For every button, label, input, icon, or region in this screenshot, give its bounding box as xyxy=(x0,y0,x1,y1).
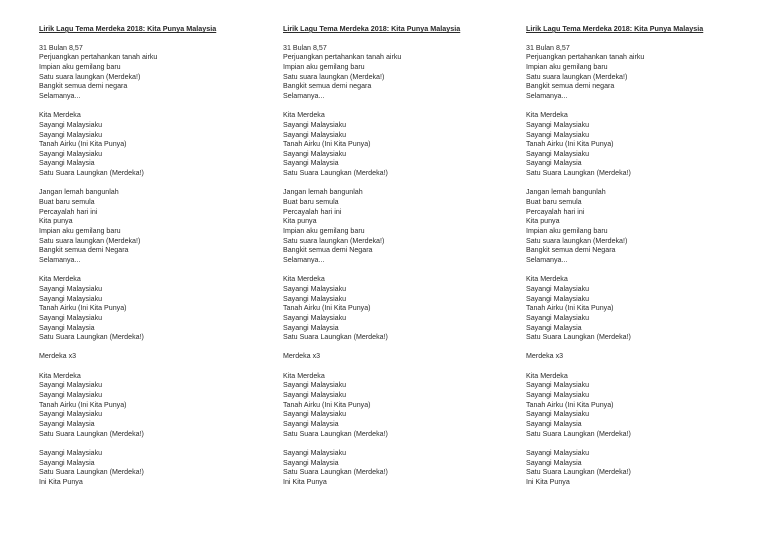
lyric-line: Selamanya... xyxy=(526,91,568,100)
lyric-line: Sayangi Malaysiaku xyxy=(283,381,347,390)
lyric-line: Satu Suara Laungkan (Merdeka!) xyxy=(39,468,144,477)
lyric-line: Selamanya... xyxy=(283,255,325,264)
lyric-line: Ini Kita Punya xyxy=(39,477,83,486)
stanza xyxy=(39,111,264,179)
lyric-line: Sayangi Malaysiaku xyxy=(39,130,103,139)
lyric-line: Sayangi Malaysia xyxy=(526,458,582,467)
lyric-line: Tanah Airku (Ini Kita Punya) xyxy=(526,400,614,409)
lyric-line: Sayangi Malaysiaku xyxy=(283,130,347,139)
lyric-line: Perjuangkan pertahankan tanah airku xyxy=(526,53,645,62)
lyric-line: Percayalah hari ini xyxy=(283,207,342,216)
lyric-line: Sayangi Malaysia xyxy=(283,159,339,168)
lyric-line: Kita Merdeka xyxy=(39,275,81,284)
lyrics-title: Lirik Lagu Tema Merdeka 2018: Kita Punya Malaysia xyxy=(39,24,217,33)
lyric-line: Kita punya xyxy=(39,217,73,226)
lyric-line: Sayangi Malaysiaku xyxy=(39,149,103,158)
lyric-line: Kita Merdeka xyxy=(39,111,81,120)
stanza xyxy=(526,352,751,362)
lyric-line: Perjuangkan pertahankan tanah airku xyxy=(39,53,158,62)
lyric-line: Sayangi Malaysiaku xyxy=(283,390,347,399)
lyric-line: Perjuangkan pertahankan tanah airku xyxy=(283,53,402,62)
lyric-line: Sayangi Malaysiaku xyxy=(39,448,103,457)
lyric-line: Sayangi Malaysia xyxy=(39,419,95,428)
stanza xyxy=(283,111,508,179)
lyric-line: Kita punya xyxy=(526,217,560,226)
stanza xyxy=(39,372,264,440)
lyric-line: Tanah Airku (Ini Kita Punya) xyxy=(39,400,127,409)
lyric-line: Bangkit semua demi Negara xyxy=(283,246,373,255)
lyric-line: Percayalah hari ini xyxy=(39,207,98,216)
lyric-line: Selamanya... xyxy=(283,91,325,100)
lyric-line: Kita Merdeka xyxy=(283,371,325,380)
lyric-line: Satu suara laungkan (Merdeka!) xyxy=(526,72,628,81)
lyric-line: Kita Merdeka xyxy=(283,275,325,284)
stanza xyxy=(283,352,508,362)
lyric-line: Tanah Airku (Ini Kita Punya) xyxy=(283,140,371,149)
lyric-line: Buat baru semula xyxy=(283,198,339,207)
lyric-line: Sayangi Malaysiaku xyxy=(283,313,347,322)
lyrics-column-3 xyxy=(526,24,751,497)
stanza-list xyxy=(39,44,264,488)
lyric-line: Satu Suara Laungkan (Merdeka!) xyxy=(283,169,388,178)
lyric-line: Sayangi Malaysiaku xyxy=(39,313,103,322)
lyric-line: Kita punya xyxy=(283,217,317,226)
lyric-line: Satu Suara Laungkan (Merdeka!) xyxy=(526,429,631,438)
stanza xyxy=(39,44,264,102)
lyric-line: Sayangi Malaysiaku xyxy=(526,294,590,303)
lyric-line: Sayangi Malaysiaku xyxy=(526,390,590,399)
lyric-line: Ini Kita Punya xyxy=(526,477,570,486)
lyric-line: Sayangi Malaysiaku xyxy=(39,381,103,390)
lyric-line: Kita Merdeka xyxy=(283,111,325,120)
lyric-line: Sayangi Malaysiaku xyxy=(526,149,590,158)
lyric-line: Sayangi Malaysia xyxy=(526,323,582,332)
lyric-line: Impian aku gemilang baru xyxy=(39,62,121,71)
lyric-line: Kita Merdeka xyxy=(526,111,568,120)
lyric-line: Tanah Airku (Ini Kita Punya) xyxy=(39,304,127,313)
lyric-line: Sayangi Malaysiaku xyxy=(526,130,590,139)
lyric-line: 31 Bulan 8,57 xyxy=(526,43,570,52)
lyric-line: Tanah Airku (Ini Kita Punya) xyxy=(283,400,371,409)
lyric-line: Impian aku gemilang baru xyxy=(39,227,121,235)
lyric-line: Bangkit semua demi Negara xyxy=(526,246,616,255)
stanza xyxy=(526,449,751,488)
lyric-line: Kita Merdeka xyxy=(526,275,568,284)
lyric-line: Selamanya... xyxy=(39,255,81,264)
lyric-line: Sayangi Malaysiaku xyxy=(283,149,347,158)
lyric-line: Satu Suara Laungkan (Merdeka!) xyxy=(526,468,631,477)
lyric-line: Satu suara laungkan (Merdeka!) xyxy=(283,236,385,245)
lyric-line: 31 Bulan 8,57 xyxy=(39,43,83,52)
lyric-line: Ini Kita Punya xyxy=(283,477,327,486)
lyric-line: Satu Suara Laungkan (Merdeka!) xyxy=(39,429,144,438)
lyric-line: Bangkit semua demi negara xyxy=(526,82,615,91)
lyric-line: Impian aku gemilang baru xyxy=(283,227,365,235)
lyrics-column-1 xyxy=(39,24,264,497)
lyrics-column-2 xyxy=(283,24,508,497)
lyric-line: Buat baru semula xyxy=(526,198,582,207)
lyric-line: Satu Suara Laungkan (Merdeka!) xyxy=(283,468,388,477)
lyrics-title: Lirik Lagu Tema Merdeka 2018: Kita Punya Malaysia xyxy=(526,24,704,33)
lyric-line: Satu Suara Laungkan (Merdeka!) xyxy=(526,333,631,342)
lyric-line: Sayangi Malaysiaku xyxy=(526,410,590,419)
lyric-line: Kita Merdeka xyxy=(39,371,81,380)
lyric-line: Sayangi Malaysia xyxy=(526,419,582,428)
stanza xyxy=(526,275,751,343)
lyric-line: Percayalah hari ini xyxy=(526,207,585,216)
stanza xyxy=(526,372,751,440)
lyric-line: Sayangi Malaysiaku xyxy=(283,410,347,419)
lyric-line: Satu Suara Laungkan (Merdeka!) xyxy=(283,333,388,342)
lyric-line: Satu Suara Laungkan (Merdeka!) xyxy=(39,333,144,342)
lyric-line: Satu suara laungkan (Merdeka!) xyxy=(283,72,385,81)
lyric-line: Sayangi Malaysiaku xyxy=(526,120,590,129)
lyric-line: Tanah Airku (Ini Kita Punya) xyxy=(526,304,614,313)
lyric-line: Satu suara laungkan (Merdeka!) xyxy=(39,236,141,245)
lyric-line: Sayangi Malaysia xyxy=(39,458,95,467)
lyric-line: Sayangi Malaysiaku xyxy=(283,294,347,303)
lyric-line: Sayangi Malaysiaku xyxy=(39,390,103,399)
lyric-line: Satu suara laungkan (Merdeka!) xyxy=(526,236,628,245)
lyric-line: Kita Merdeka xyxy=(526,371,568,380)
lyric-line: Satu Suara Laungkan (Merdeka!) xyxy=(39,169,144,178)
lyric-line: Merdeka x3 xyxy=(283,352,321,361)
lyric-line: Impian aku gemilang baru xyxy=(526,227,608,235)
stanza xyxy=(283,275,508,343)
lyric-line: Sayangi Malaysia xyxy=(39,323,95,332)
lyric-line: Sayangi Malaysiaku xyxy=(526,381,590,390)
stanza xyxy=(283,188,508,265)
lyric-line: Sayangi Malaysiaku xyxy=(526,284,590,293)
lyric-line: Buat baru semula xyxy=(39,198,95,207)
lyric-line: Jangan lemah bangunlah xyxy=(39,188,119,197)
lyric-line: Satu Suara Laungkan (Merdeka!) xyxy=(283,429,388,438)
stanza xyxy=(526,111,751,179)
lyric-line: Tanah Airku (Ini Kita Punya) xyxy=(283,304,371,313)
lyric-line: Selamanya... xyxy=(39,91,81,100)
lyric-line: Sayangi Malaysia xyxy=(283,323,339,332)
stanza xyxy=(39,275,264,343)
lyric-line: Jangan lemah bangunlah xyxy=(526,188,606,197)
stanza xyxy=(526,188,751,265)
lyric-line: Selamanya... xyxy=(526,255,568,264)
lyric-line: Sayangi Malaysia xyxy=(39,159,95,168)
lyric-line: Merdeka x3 xyxy=(526,352,564,361)
lyric-line: Bangkit semua demi Negara xyxy=(39,246,129,255)
stanza-list xyxy=(283,44,508,488)
lyric-line: Sayangi Malaysia xyxy=(526,159,582,168)
lyric-line: Sayangi Malaysiaku xyxy=(39,410,103,419)
lyrics-title: Lirik Lagu Tema Merdeka 2018: Kita Punya Malaysia xyxy=(283,24,461,33)
lyric-line: Impian aku gemilang baru xyxy=(526,62,608,71)
lyric-line: Merdeka x3 xyxy=(39,352,77,361)
stanza xyxy=(526,44,751,102)
lyric-line: Sayangi Malaysiaku xyxy=(39,284,103,293)
stanza xyxy=(283,372,508,440)
lyric-line: Sayangi Malaysiaku xyxy=(526,448,590,457)
stanza-list xyxy=(526,44,751,488)
lyric-line: 31 Bulan 8,57 xyxy=(283,43,327,52)
lyric-line: Sayangi Malaysia xyxy=(283,419,339,428)
lyric-line: Sayangi Malaysiaku xyxy=(283,448,347,457)
stanza xyxy=(39,188,264,265)
lyric-line: Satu Suara Laungkan (Merdeka!) xyxy=(526,169,631,178)
lyric-line: Bangkit semua demi negara xyxy=(39,82,128,91)
lyric-line: Sayangi Malaysiaku xyxy=(39,120,103,129)
lyric-line: Tanah Airku (Ini Kita Punya) xyxy=(39,140,127,149)
stanza xyxy=(39,449,264,488)
stanza xyxy=(39,352,264,362)
lyric-line: Sayangi Malaysiaku xyxy=(283,284,347,293)
lyric-line: Jangan lemah bangunlah xyxy=(283,188,363,197)
lyric-line: Sayangi Malaysiaku xyxy=(39,294,103,303)
lyric-line: Sayangi Malaysia xyxy=(283,458,339,467)
lyric-line: Sayangi Malaysiaku xyxy=(283,120,347,129)
lyric-line: Satu suara laungkan (Merdeka!) xyxy=(39,72,141,81)
lyric-line: Impian aku gemilang baru xyxy=(283,62,365,71)
lyric-line: Bangkit semua demi negara xyxy=(283,82,372,91)
stanza xyxy=(283,449,508,488)
lyric-line: Sayangi Malaysiaku xyxy=(526,313,590,322)
stanza xyxy=(283,44,508,102)
lyric-line: Tanah Airku (Ini Kita Punya) xyxy=(526,140,614,149)
